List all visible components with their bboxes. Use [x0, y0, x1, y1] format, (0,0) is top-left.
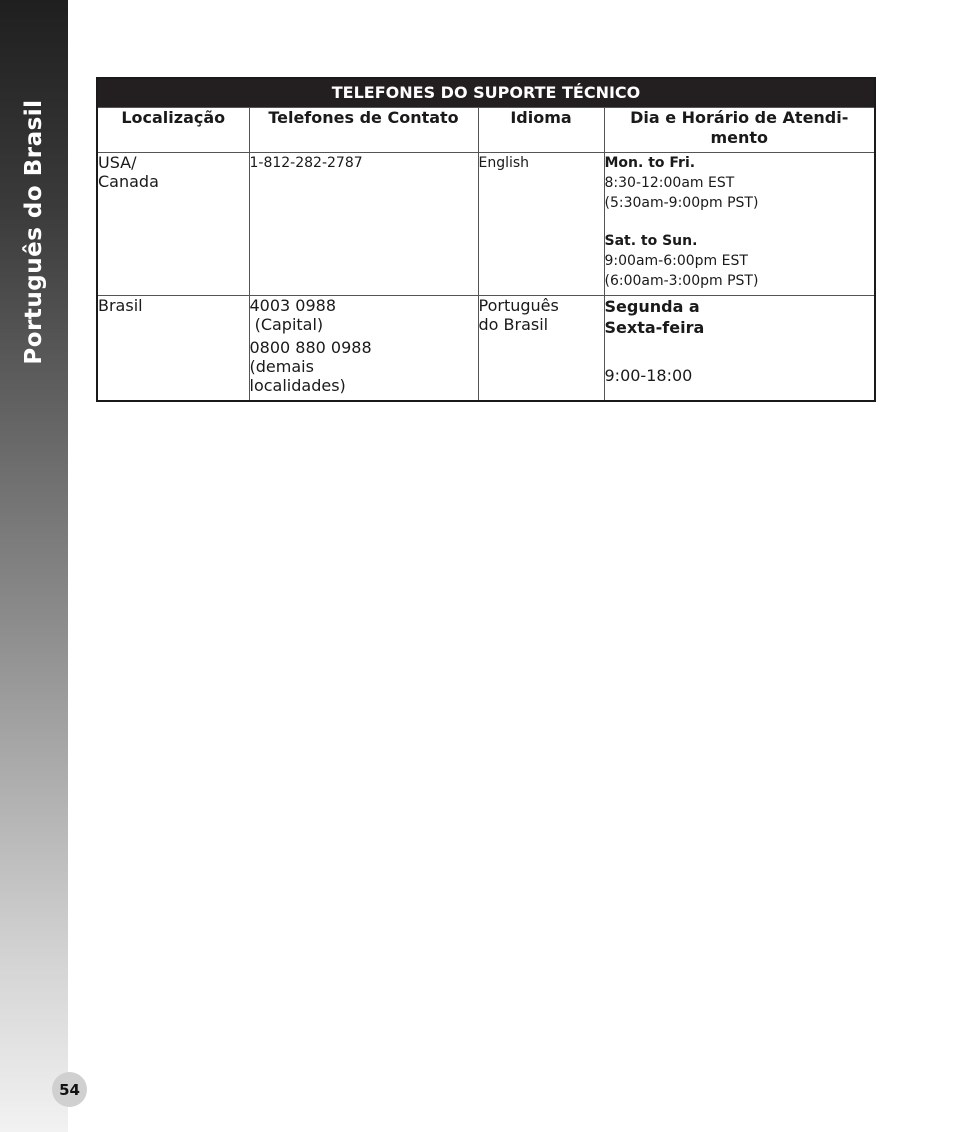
- phone1-note: (Capital): [249, 315, 324, 334]
- cell-phone: [249, 296, 478, 402]
- cell-language: [478, 296, 604, 402]
- header-hours-line2: mento: [710, 128, 769, 147]
- phone2-note-line1: (demais: [249, 357, 314, 376]
- location-line2: Canada: [98, 172, 159, 191]
- cell-location: [97, 153, 249, 296]
- section-title: Português do Brasil: [21, 99, 47, 365]
- cell-hours: [604, 153, 875, 296]
- cell-location: Brasil: [97, 296, 249, 402]
- days-line1: Segunda a: [604, 297, 700, 316]
- language-line2: do Brasil: [478, 315, 549, 334]
- location-line1: USA/: [98, 153, 137, 172]
- weekday-label: Mon. to Fri.: [604, 155, 696, 171]
- table-header-row: [97, 108, 875, 153]
- weekday-pst: (5:30am-9:00pm PST): [604, 195, 759, 211]
- language-line1: Português: [478, 296, 559, 315]
- days-line2: Sexta-feira: [604, 318, 705, 337]
- weekday-est: 8:30-12:00am EST: [604, 175, 735, 191]
- page-number: 54: [52, 1072, 87, 1107]
- weekend-pst: (6:00am-3:00pm PST): [604, 273, 759, 289]
- cell-hours: [604, 296, 875, 402]
- header-phones: Telefones de Contato: [249, 108, 478, 153]
- header-language: Idioma: [478, 108, 604, 153]
- phone2: 0800 880 0988: [249, 338, 372, 357]
- hours-time: 9:00-18:00: [604, 366, 693, 385]
- header-location: Localização: [97, 108, 249, 153]
- table-title: TELEFONES DO SUPORTE TÉCNICO: [97, 78, 875, 108]
- support-phone-table: [96, 77, 876, 402]
- weekend-label: Sat. to Sun.: [604, 233, 698, 249]
- table-row: [97, 296, 875, 402]
- weekend-est: 9:00am-6:00pm EST: [604, 253, 748, 269]
- cell-phone: 1-812-282-2787: [249, 153, 478, 296]
- phone2-note-line2: localidades): [249, 376, 346, 395]
- phone1: 4003 0988: [249, 296, 337, 315]
- header-hours: [604, 108, 875, 153]
- header-hours-line1: Dia e Horário de Atendi-: [630, 108, 849, 127]
- cell-language: English: [478, 153, 604, 296]
- table-row: [97, 153, 875, 296]
- side-tab: [0, 0, 68, 1132]
